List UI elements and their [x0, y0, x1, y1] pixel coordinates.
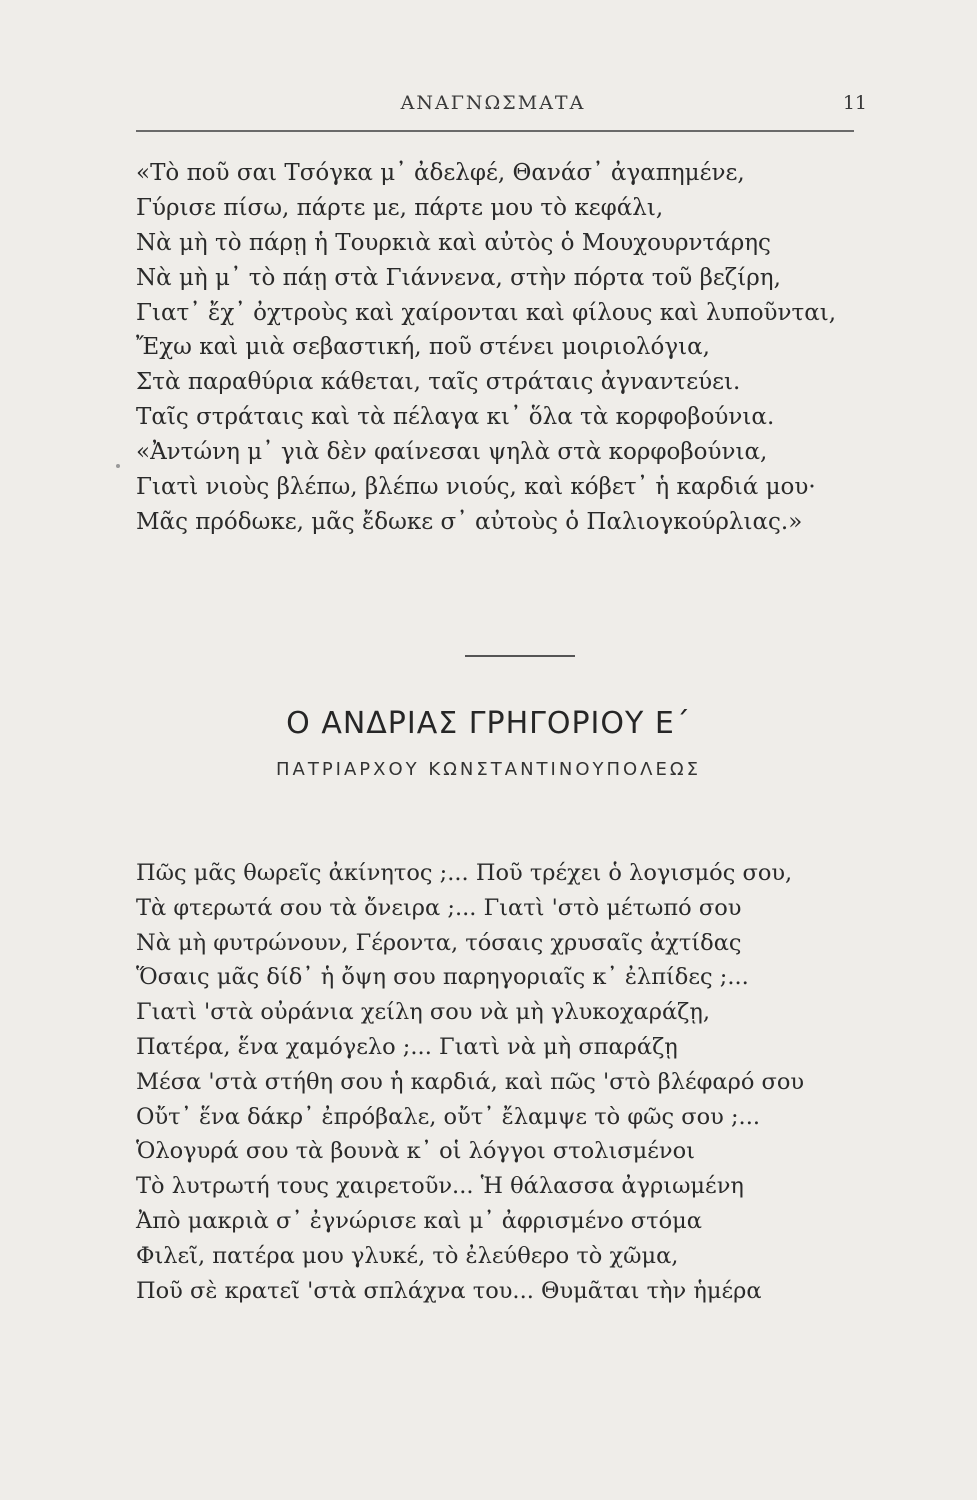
verse-line: Νὰ μὴ μ᾽ τὸ πάῃ στὰ Γιάννενα, στὴν πόρτα τοῦ βεζίρη, — [136, 264, 781, 291]
verse-line: Φιλεῖ, πατέρα μου γλυκέ, τὸ ἐλεύθερο τὸ χῶμα, — [136, 1242, 679, 1269]
poem-title: Ο ΑΝΔΡΙΑΣ ΓΡΗΓΟΡΙΟΥ Ε΄ — [286, 706, 691, 741]
verse-line: Ἀπὸ μακριὰ σ᾽ ἐγνώρισε καὶ μ᾽ ἀφρισμένο στόμα — [136, 1207, 702, 1234]
verse-line: Γιατ᾽ ἔχ᾽ ὀχτροὺς καὶ χαίρονται καὶ φίλους καὶ λυποῦνται, — [136, 299, 837, 326]
verse-line: Γιατὶ 'στὰ οὐράνια χείλη σου νὰ μὴ γλυκοχαράζῃ, — [136, 999, 710, 1026]
verse-line: Πατέρα, ἕνα χαμόγελο ;... Γιατὶ νὰ μὴ σπαράζῃ — [136, 1033, 678, 1060]
verse-line: «Τὸ ποῦ σαι Τσόγκα μ᾽ ἀδελφέ, Θανάσ᾽ ἀγαπημένε, — [136, 160, 745, 186]
verse-line: Ὅσαις μᾶς δίδ᾽ ἡ ὄψη σου παρηγοριαῖς κ᾽ ἐλπίδες ;... — [136, 964, 749, 991]
verse-line: Μέσα 'στὰ στήθη σου ἡ καρδιά, καὶ πῶς 'στὸ βλέφαρό σου — [136, 1068, 805, 1095]
poem-2-stanza — [136, 856, 876, 1308]
verse-line: Ποῦ σὲ κρατεῖ 'στὰ σπλάχνα του... Θυμᾶται τὴν ἡμέρα — [136, 1277, 762, 1304]
verse-line: Γύρισε πίσω, πάρτε με, πάρτε μου τὸ κεφάλι, — [136, 194, 664, 221]
verse-line: Τὰ φτερωτά σου τὰ ὄνειρα ;... Γιατὶ 'στὸ μέτωπό σου — [136, 894, 742, 921]
verse-line: Ταῖς στράταις καὶ τὰ πέλαγα κι᾽ ὅλα τὰ κορφοβούνια. — [136, 404, 775, 431]
verse-line: Οὔτ᾽ ἕνα δάκρ᾽ ἐπρόβαλε, οὔτ᾽ ἔλαμψε τὸ φῶς σου ;... — [136, 1103, 761, 1130]
verse-line: Στὰ παραθύρια κάθεται, ταῖς στράταις ἀγναντεύει. — [136, 369, 741, 396]
verse-line: Τὸ λυτρωτή τους χαιρετοῦν... Ἡ θάλασσα ἀγριωμένη — [136, 1173, 744, 1200]
margin-mark — [116, 464, 120, 468]
verse-line: «Ἀντώνη μ᾽ γιὰ δὲν φαίνεσαι ψηλὰ στὰ κορφοβούνια, — [136, 439, 768, 466]
verse-line: Νὰ μὴ τὸ πάρῃ ἡ Τουρκιὰ καὶ αὐτὸς ὁ Μουχουρντάρης — [136, 229, 771, 256]
verse-line: Γιατὶ νιοὺς βλέπω, βλέπω νιούς, καὶ κόβετ᾽ ἡ καρδιά μου· — [136, 474, 816, 501]
section-divider — [465, 655, 575, 657]
running-head — [133, 92, 867, 122]
poem-1-stanza — [136, 156, 876, 540]
page-number: 11 — [842, 92, 867, 114]
verse-line: Νὰ μὴ φυτρώνουν, Γέροντα, τόσαις χρυσαῖς ἀχτίδας — [136, 929, 742, 956]
verse-line: Ἔχω καὶ μιὰ σεβαστική, ποῦ στένει μοιριολόγια, — [136, 334, 710, 361]
header-rule — [136, 130, 854, 132]
verse-line: Ὁλογυρά σου τὰ βουνὰ κ᾽ οἱ λόγγοι στολισμένοι — [136, 1138, 695, 1165]
running-title: ΑΝΑΓΝΩΣΜΑΤΑ — [400, 92, 586, 114]
poem-subtitle: ΠΑΤΡΙΑΡΧΟΥ ΚΩΝΣΤΑΝΤΙΝΟΥΠΟΛΕΩΣ — [275, 759, 701, 780]
verse-line: Πῶς μᾶς θωρεῖς ἀκίνητος ;... Ποῦ τρέχει ὁ λογισμός σου, — [136, 860, 793, 886]
verse-line: Μᾶς πρόδωκε, μᾶς ἔδωκε σ᾽ αὐτοὺς ὁ Παλιογκούρλιας.» — [136, 508, 803, 535]
